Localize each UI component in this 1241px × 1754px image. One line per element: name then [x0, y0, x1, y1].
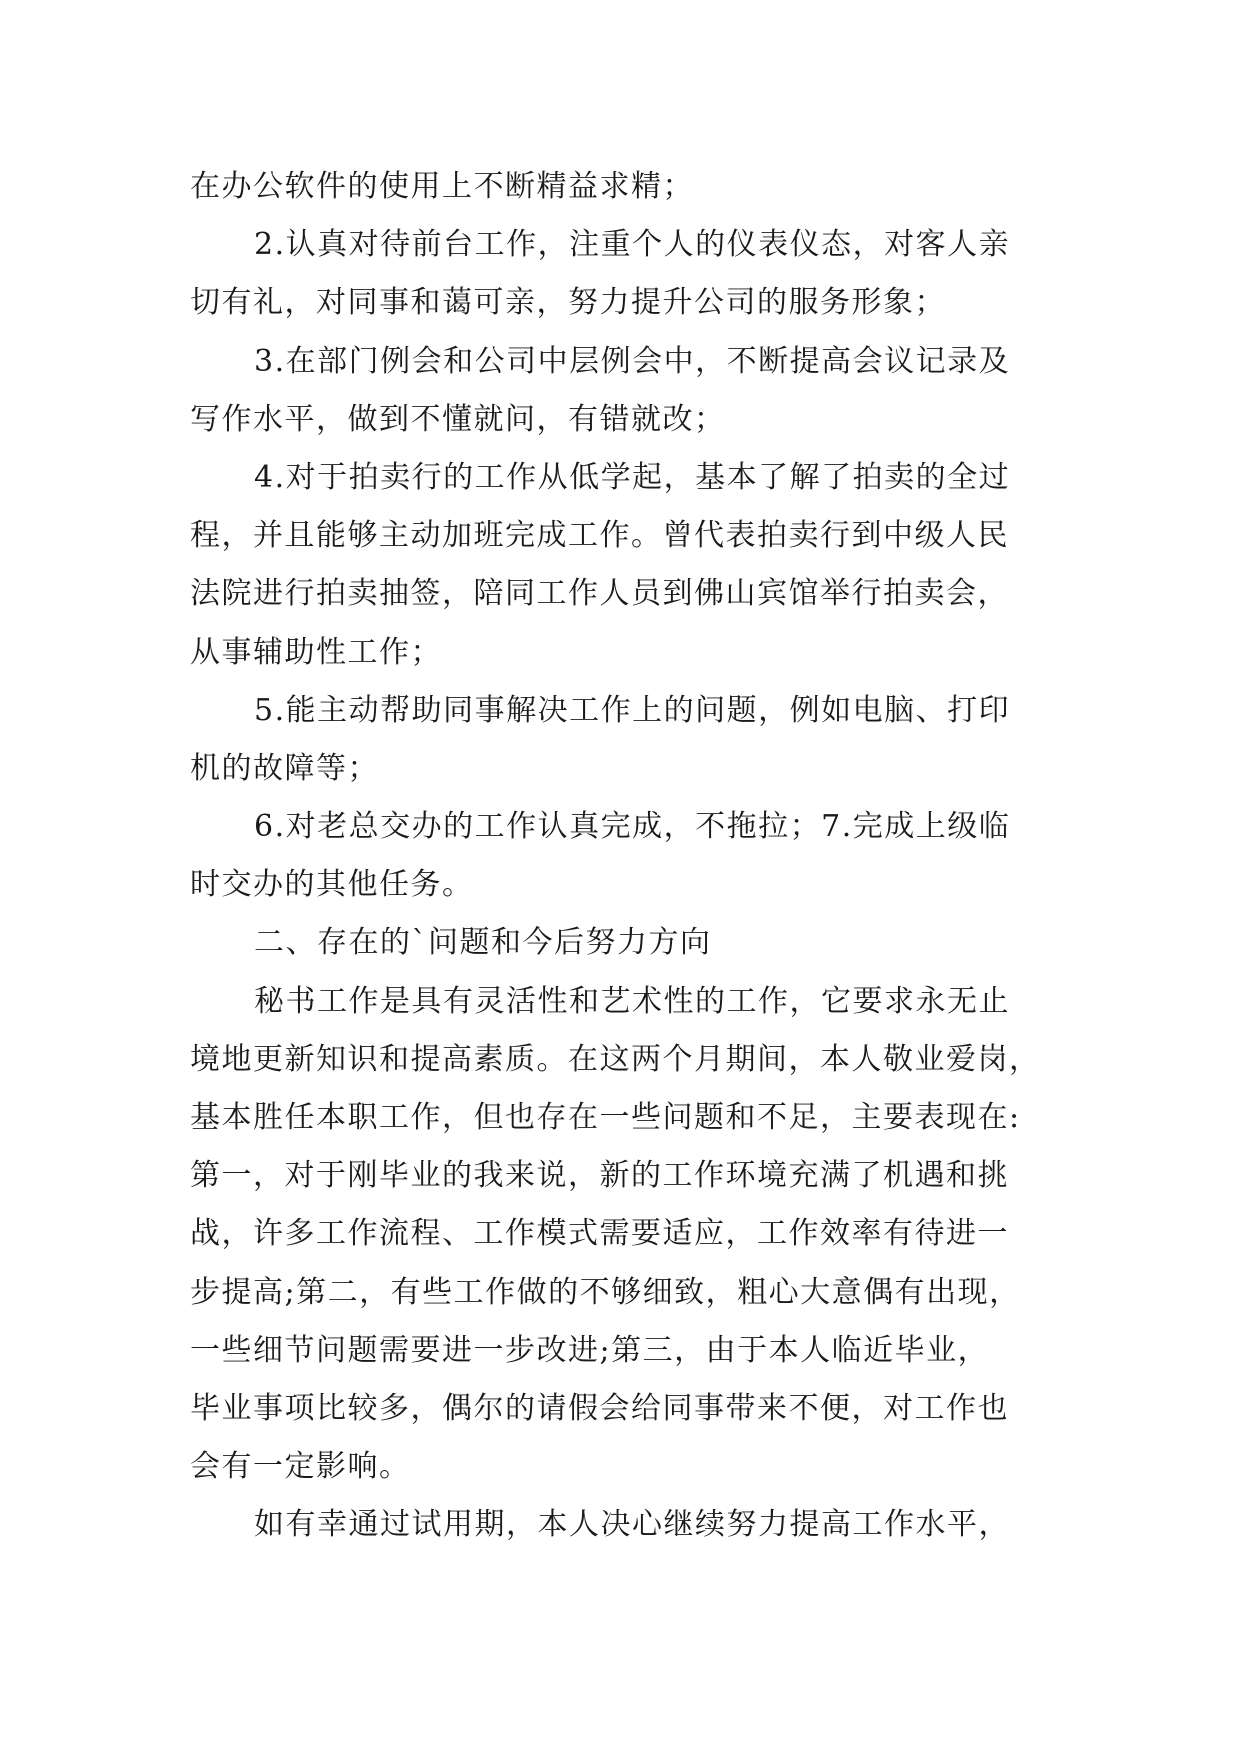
text-line: 步提高;第二，有些工作做的不够细致，粗心大意偶有出现，	[190, 1274, 1021, 1310]
text-line: 程，并且能够主动加班完成工作。曾代表拍卖行到中级人民	[190, 518, 1009, 554]
text-line: 4.对于拍卖行的工作从低学起，基本了解了拍卖的全过	[254, 459, 1011, 495]
text-line: 基本胜任本职工作，但也存在一些问题和不足，主要表现在:	[190, 1100, 1021, 1135]
text-line: 毕业事项比较多，偶尔的请假会给同事带来不便，对工作也	[190, 1390, 1009, 1426]
text-line: 秘书工作是具有灵活性和艺术性的工作，它要求永无止	[254, 983, 1010, 1019]
text-line: 境地更新知识和提高素质。在这两个月期间，本人敬业爱岗，	[190, 1041, 1041, 1077]
text-line: 6.对老总交办的工作认真完成，不拖拉；7.完成上级临	[254, 809, 1011, 845]
text-line: 战，许多工作流程、工作模式需要适应，工作效率有待进一	[190, 1216, 1009, 1252]
text-line: 法院进行拍卖抽签，陪同工作人员到佛山宾馆举行拍卖会，	[190, 576, 1009, 612]
text-line: 从事辅助性工作；	[190, 634, 442, 670]
text-line: 会有一定影响。	[190, 1449, 411, 1485]
text-line: 时交办的其他任务。	[190, 867, 474, 903]
document-body	[190, 158, 1070, 1555]
text-line: 二、存在的`问题和今后努力方向	[254, 925, 712, 961]
text-line: 机的故障等；	[190, 750, 379, 786]
text-line: 第一，对于刚毕业的我来说，新的工作环境充满了机遇和挑	[190, 1158, 1009, 1194]
text-line: 5.能主动帮助同事解决工作上的问题，例如电脑、打印	[254, 692, 1011, 728]
text-line: 2.认真对待前台工作，注重个人的仪表仪态，对客人亲	[254, 227, 1011, 263]
text-line: 写作水平，做到不懂就问，有错就改；	[190, 401, 726, 437]
text-line: 切有礼，对同事和蔼可亲，努力提升公司的服务形象；	[190, 285, 946, 321]
text-line: 3.在部门例会和公司中层例会中，不断提高会议记录及	[254, 343, 1011, 379]
text-line: 如有幸通过试用期，本人决心继续努力提高工作水平，	[254, 1507, 1010, 1543]
text-line: 在办公软件的使用上不断精益求精；	[190, 169, 694, 204]
text-line: 一些细节问题需要进一步改进;第三，由于本人临近毕业，	[190, 1332, 990, 1368]
